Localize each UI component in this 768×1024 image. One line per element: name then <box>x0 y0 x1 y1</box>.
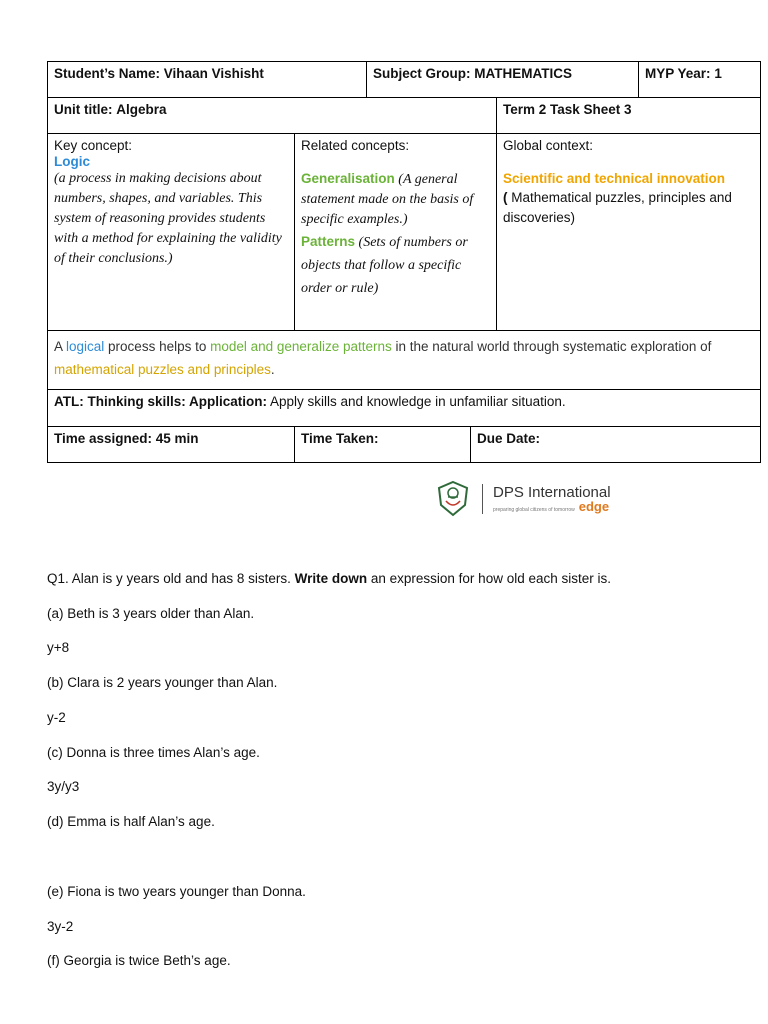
unit-title-cell <box>48 98 496 133</box>
atl-cell <box>48 390 760 426</box>
question-a: (a) Beth is 3 years older than Alan. <box>47 606 255 621</box>
global-context-text: Mathematical puzzles, principles and discoveries) <box>503 190 732 225</box>
question-b: (b) Clara is 2 years younger than Alan. <box>47 675 278 690</box>
term-cell <box>496 98 760 133</box>
logo-wordmark <box>493 485 611 513</box>
unit-row <box>47 98 761 134</box>
subject-value: MATHEMATICS <box>474 66 573 81</box>
statement-text-2: process helps to <box>104 339 211 354</box>
patterns-description: (Sets of numbers or objects that follow a specific order or rule) <box>301 235 468 296</box>
key-concept-description: (a process in making decisions about numbers, shapes, and variables. This system of reasoning provides students with a method for explaining the validity of their conclusions.) <box>54 171 282 266</box>
question-e: (e) Fiona is two years younger than Donna. <box>47 884 306 899</box>
answer-b: y-2 <box>47 710 66 725</box>
related-concepts-cell <box>294 134 496 330</box>
statement-text-3: in the natural world through systematic exploration of <box>391 339 712 354</box>
global-context-description <box>503 188 754 228</box>
question-1-write-down: Write down <box>294 571 368 586</box>
logo-divider <box>482 484 483 514</box>
open-paren: ( <box>503 190 508 205</box>
subject-cell <box>366 62 638 97</box>
answer-c: 3y/y3 <box>47 779 80 794</box>
statement-puzzles: mathematical puzzles and principles <box>54 362 271 377</box>
global-context-cell <box>496 134 760 330</box>
patterns-title: Patterns <box>301 234 356 249</box>
due-date-label: Due Date: <box>477 431 541 446</box>
subject-label: Subject Group: <box>373 66 471 81</box>
question-d: (d) Emma is half Alan’s age. <box>47 814 215 829</box>
question-1-text-a: Q1. Alan is y years old and has 8 sisters. <box>47 571 295 586</box>
generalisation-block <box>301 169 490 230</box>
logo-tagline: preparing global citizens of tomorrow <box>493 507 575 513</box>
statement-text-4: . <box>270 362 275 377</box>
time-row <box>47 427 761 463</box>
question-1 <box>47 571 611 586</box>
time-assigned-label: Time assigned: 45 min <box>54 431 199 446</box>
global-context-title: Scientific and technical innovation <box>503 171 726 186</box>
time-taken-label: Time Taken: <box>301 431 379 446</box>
unit-title-value: Algebra <box>116 102 167 117</box>
answer-e: 3y-2 <box>47 919 74 934</box>
related-concepts-label: Related concepts: <box>301 138 410 153</box>
concepts-row <box>47 134 761 331</box>
student-name-cell <box>48 62 366 97</box>
statement-model-patterns: model and generalize patterns <box>210 339 392 354</box>
time-taken-cell <box>294 427 470 462</box>
question-f: (f) Georgia is twice Beth’s age. <box>47 953 231 968</box>
generalisation-description: (A general statement made on the basis of specific examples.) <box>301 172 474 227</box>
question-1-text-b: an expression for how old each sister is. <box>367 571 611 586</box>
generalisation-title: Generalisation <box>301 171 395 186</box>
logo-name: DPS International <box>493 484 611 501</box>
myp-year-cell <box>638 62 760 97</box>
logo-edge: edge <box>578 499 610 514</box>
student-name-label: Student’s Name: <box>54 66 161 81</box>
due-date-cell <box>470 427 760 462</box>
task-sheet-table <box>47 61 761 463</box>
atl-text: Apply skills and knowledge in unfamiliar situation. <box>267 394 566 409</box>
answer-a: y+8 <box>47 640 70 655</box>
key-concept-cell <box>48 134 294 330</box>
header-row <box>47 61 761 98</box>
myp-year-label: MYP Year: <box>645 66 711 81</box>
unit-title-label: Unit title: <box>54 102 113 117</box>
student-name-value: Vihaan Vishisht <box>163 66 264 81</box>
statement-logical: logical <box>66 339 105 354</box>
time-assigned-cell <box>48 427 294 462</box>
atl-row <box>47 390 761 427</box>
school-crest-icon <box>434 479 472 520</box>
atl-label: ATL: Thinking skills: Application: <box>54 394 267 409</box>
myp-year-value: 1 <box>714 66 722 81</box>
question-c: (c) Donna is three times Alan’s age. <box>47 745 260 760</box>
patterns-block <box>301 230 490 300</box>
key-concept-title: Logic <box>54 154 90 169</box>
global-context-label: Global context: <box>503 138 594 153</box>
key-concept-label: Key concept: <box>54 138 133 153</box>
statement-of-inquiry <box>48 331 760 389</box>
statement-row <box>47 331 761 390</box>
statement-text-1: A <box>54 339 67 354</box>
term-label: Term 2 Task Sheet 3 <box>503 102 632 117</box>
dps-international-logo <box>402 474 692 524</box>
